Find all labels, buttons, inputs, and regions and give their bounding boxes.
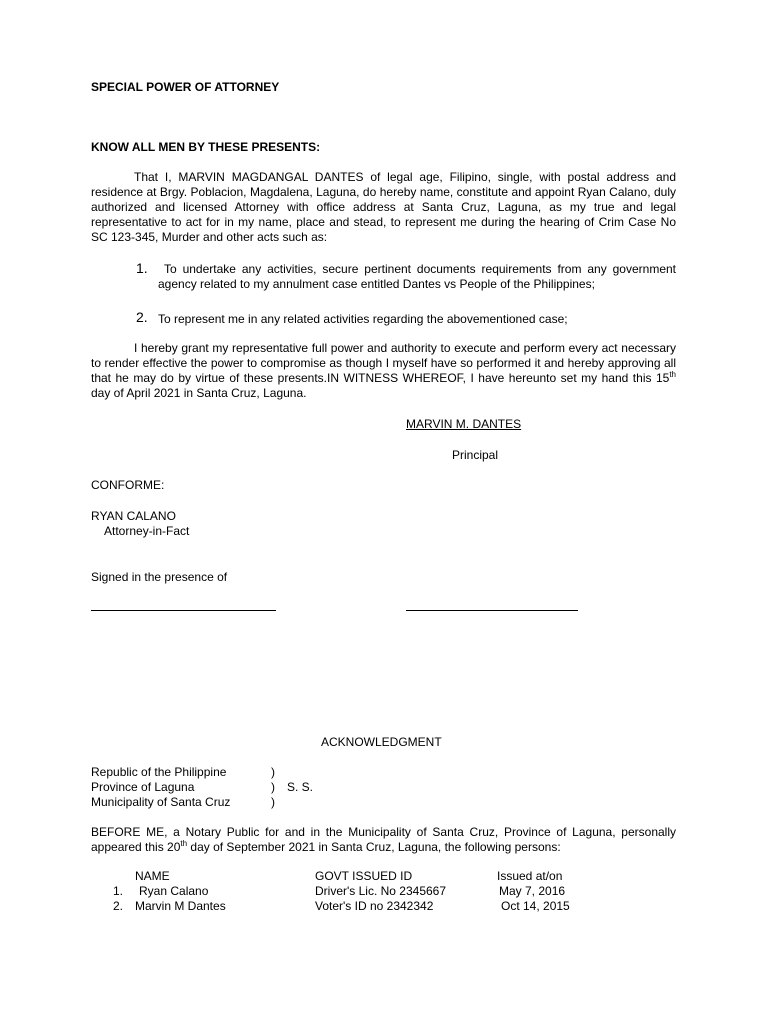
grant-paragraph-text-end: day of April 2021 in Santa Cruz, Laguna. (91, 386, 307, 400)
witness-label: Signed in the presence of (91, 570, 228, 584)
persons-table (91, 869, 591, 919)
column-header-name: NAME (135, 869, 170, 883)
acknowledgment-title: ACKNOWLEDGMENT (321, 735, 442, 749)
grant-paragraph-text: I hereby grant my representative full power and authority to execute and perform every act necessary to render effective the power to compromise as though I myself have so performed it and hereby approving all that he may do by virtue of these presents.IN WITNESS WHEREOF, I have hereunto set my hand this 15 (91, 341, 676, 385)
row-name: Marvin M Dantes (135, 899, 226, 913)
venue-row (91, 795, 411, 810)
venue-label: Province of Laguna (91, 780, 195, 794)
table-row (91, 899, 591, 914)
venue-paren: ) (271, 780, 275, 794)
venue-paren: ) (271, 795, 275, 809)
row-number: 2. (113, 899, 124, 913)
column-header-issued: Issued at/on (497, 869, 563, 883)
before-me-paragraph (91, 825, 676, 855)
venue-paren: ) (271, 765, 275, 779)
conforme-label: CONFORME: (91, 478, 165, 492)
venue-block (91, 765, 411, 810)
list-item-text: To represent me in any related activities regarding the abovementioned case; (158, 312, 568, 326)
venue-row (91, 780, 411, 795)
venue-label: Republic of the Philippine (91, 765, 227, 779)
table-row (91, 884, 591, 899)
list-item (136, 311, 676, 327)
witness-signature-line-1 (91, 610, 276, 611)
venue-row (91, 765, 411, 780)
principal-role: Principal (452, 448, 499, 462)
row-issued: Oct 14, 2015 (501, 899, 570, 913)
list-item-text: To undertake any activities, secure pertinent documents requirements from any government agency related to my annulment case entitled Dantes vs People of the Philippines; (158, 262, 676, 291)
grant-paragraph (91, 341, 676, 401)
attorney-name: RYAN CALANO (91, 509, 176, 523)
ordinal-suffix: th (669, 370, 676, 379)
list-item-number: 2. (136, 309, 148, 325)
list-item (136, 262, 676, 292)
document-title: SPECIAL POWER OF ATTORNEY (91, 80, 280, 94)
before-me-text-end: day of September 2021 in Santa Cruz, Laguna, the following persons: (187, 840, 561, 854)
attorney-role: Attorney-in-Fact (104, 524, 190, 538)
witness-signature-line-2 (406, 610, 578, 611)
list-item-number: 1. (136, 260, 148, 276)
salutation: KNOW ALL MEN BY THESE PRESENTS: (91, 140, 321, 154)
principal-name: MARVIN M. DANTES (406, 417, 522, 431)
row-issued: May 7, 2016 (499, 884, 566, 898)
row-id: Driver's Lic. No 2345667 (315, 884, 447, 898)
venue-ss: S. S. (287, 780, 314, 794)
column-header-id: GOVT ISSUED ID (315, 869, 413, 883)
ordinal-suffix: th (180, 839, 188, 848)
venue-label: Municipality of Santa Cruz (91, 795, 231, 809)
row-number: 1. (113, 884, 124, 898)
intro-paragraph: That I, MARVIN MAGDANGAL DANTES of legal age, Filipino, single, with postal address and residence at Brgy. Poblacion, Magdalena, Laguna, do hereby name, constitute and appoint Ryan Calano, duly authorized and licensed Attorney with office address at Santa Cruz, Laguna, as my true and legal representative to act for in my name, place and stead, to represent me during the hearing of Crim Case No SC 123-345, Murder and other acts such as: (91, 170, 676, 244)
before-me-text: BEFORE ME, a Notary Public for and in the Municipality of Santa Cruz, Province of Laguna, personally appeared this 20 (91, 825, 676, 854)
table-header-row (91, 869, 591, 884)
row-id: Voter's ID no 2342342 (315, 899, 434, 913)
row-name: Ryan Calano (139, 884, 209, 898)
